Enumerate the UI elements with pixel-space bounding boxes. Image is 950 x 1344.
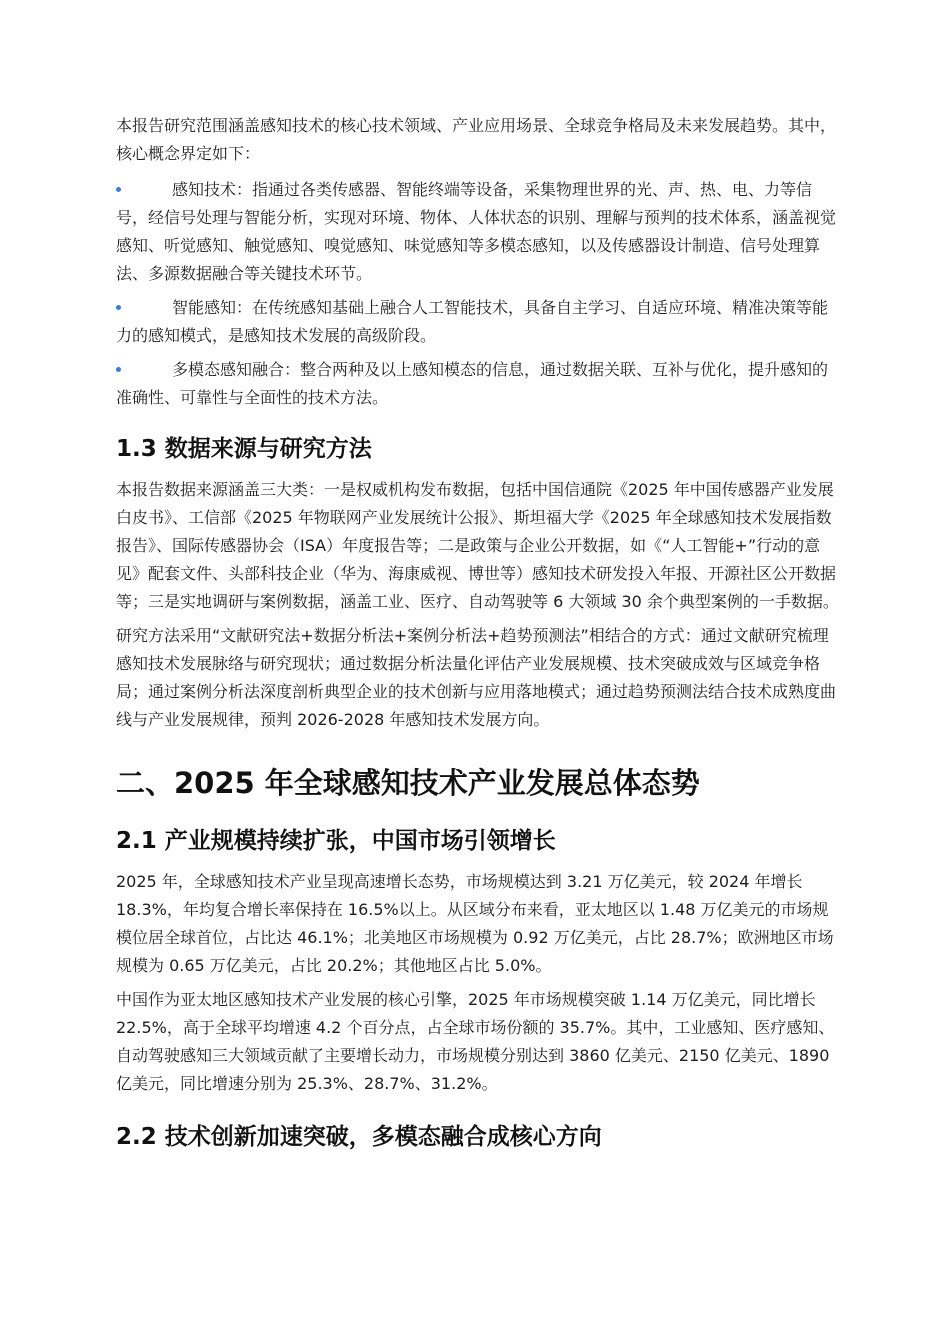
list-item-text: 多模态感知融合：整合两种及以上感知模态的信息，通过数据关联、互补与优化，提升感知的准确性、可靠性与全面性的技术方法。 [116,360,829,407]
list-item [116,176,840,288]
chapter-heading-2: 二、2025 年全球感知技术产业发展总体态势 [116,766,700,800]
list-item [116,356,840,412]
paragraph: 中国作为亚太地区感知技术产业发展的核心引擎，2025 年市场规模突破 1.14 万亿美元，同比增长 22.5%，高于全球平均增速 4.2 个百分点，占全球市场份额的 35.7%。其中，工业感知、医疗感知、自动驾驶感知三大领域贡献了主要增长动力，市场规模分别达到 3860 亿美元、2150 亿美元、1890 亿美元，同比增速分别为 25.3%、28.7%、31.2%。 [116,990,835,1093]
bullet-dot-icon [116,367,121,372]
paragraph: 本报告数据来源涵盖三大类：一是权威机构发布数据，包括中国信通院《2025 年中国传感器产业发展白皮书》、工信部《2025 年物联网产业发展统计公报》、斯坦福大学《2025 年全球感知技术发展指数报告》、国际传感器协会（ISA）年度报告等；二是政策与企业公开数据，如《“人工智能+”行动的意见》配套文件、头部科技企业（华为、海康威视、博世等）感知技术研发投入年报、开源社区公开数据等；三是实地调研与案例数据，涵盖工业、医疗、自动驾驶等 6 大领域 30 余个典型案例的一手数据。 [116,480,839,611]
list-item-text: 智能感知：在传统感知基础上融合人工智能技术，具备自主学习、自适应环境、精准决策等能力的感知模式，是感知技术发展的高级阶段。 [116,298,829,345]
section-heading-2-2: 2.2 技术创新加速突破，多模态融合成核心方向 [116,1124,602,1150]
bullet-dot-icon [116,187,121,192]
section-heading-2-1: 2.1 产业规模持续扩张，中国市场引领增长 [116,828,556,854]
paragraph: 2025 年，全球感知技术产业呈现高速增长态势，市场规模达到 3.21 万亿美元，较 2024 年增长 18.3%，年均复合增长率保持在 16.5%以上。从区域分布来看，亚太地区以 1.48 万亿美元的市场规模位居全球首位，占比达 46.1%；北美地区市场规模为 0.92 万亿美元，占比 28.7%；欧洲地区市场规模为 0.65 万亿美元，占比 20.2%；其他地区占比 5.0%。 [116,872,834,975]
list-item [116,294,840,350]
intro-paragraph: 本报告研究范围涵盖感知技术的核心技术领域、产业应用场景、全球竞争格局及未来发展趋势。其中，核心概念界定如下： [116,116,837,163]
paragraph: 研究方法采用“文献研究法+数据分析法+案例分析法+趋势预测法”相结合的方式：通过文献研究梳理感知技术发展脉络与研究现状；通过数据分析法量化评估产业发展规模、技术突破成效与区域竞争格局；通过案例分析法深度剖析典型企业的技术创新与应用落地模式；通过趋势预测法结合技术成熟度曲线与产业发展规律，预判 2026-2028 年感知技术发展方向。 [116,626,837,729]
document-page [116,112,840,1154]
bullet-dot-icon [116,305,121,310]
list-item-text: 感知技术：指通过各类传感器、智能终端等设备，采集物理世界的光、声、热、电、力等信号，经信号处理与智能分析，实现对环境、物体、人体状态的识别、理解与预判的技术体系，涵盖视觉感知、听觉感知、触觉感知、嗅觉感知、味觉感知等多模态感知，以及传感器设计制造、信号处理算法、多源数据融合等关键技术环节。 [116,180,837,283]
section-heading-1-3: 1.3 数据来源与研究方法 [116,436,372,462]
